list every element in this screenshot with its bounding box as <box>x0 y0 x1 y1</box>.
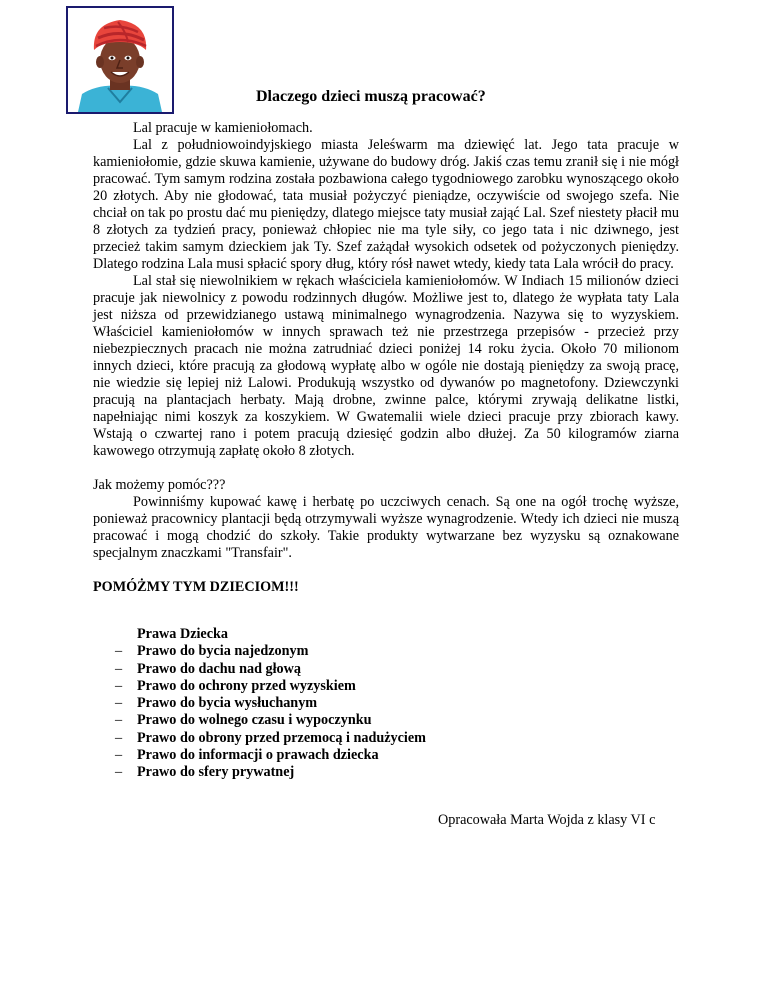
intro-line: Lal pracuje w kamieniołomach. <box>133 120 313 136</box>
right-label: Prawo do wolnego czasu i wypoczynku <box>137 712 372 729</box>
article-body <box>93 120 679 596</box>
bullet-dash: – <box>115 643 123 660</box>
bullet-dash: – <box>115 747 123 764</box>
child-rights-list <box>93 626 679 782</box>
bullet-dash: – <box>115 660 123 677</box>
right-label: Prawo do ochrony przed wyzyskiem <box>137 677 356 694</box>
rights-heading: Prawa Dziecka <box>137 626 229 642</box>
paragraph-fair-trade: Powinniśmy kupować kawę i herbatę po uczciwych cenach. Są one na ogół trochę wyższe, ponieważ pracownicy plantacji będą otrzymywali wyższe wynagrodzenie. Wtedy ich dzieci nie muszą pracować i mogą chodzić do szkoły. Takie produkty wytwarzane bez wyzysku są oznakowane specjalnym znaczkami "Transfair". <box>93 494 679 561</box>
bullet-dash: – <box>115 712 123 729</box>
page-title: Dlaczego dzieci muszą pracować? <box>256 88 486 105</box>
spacer <box>93 460 679 477</box>
bullet-dash: – <box>115 695 123 712</box>
boy-with-turban-illustration <box>66 6 174 114</box>
list-item <box>93 695 679 712</box>
right-label: Prawo do bycia wysłuchanym <box>137 695 318 712</box>
help-question: Jak możemy pomóc??? <box>93 477 226 493</box>
list-item <box>93 747 679 764</box>
right-label: Prawo do dachu nad głową <box>137 660 301 677</box>
rights-items <box>93 643 679 781</box>
right-label: Prawo do bycia najedzonym <box>137 643 309 660</box>
list-item <box>93 661 679 678</box>
author-signature: Opracowała Marta Wojda z klasy VI c <box>438 812 656 828</box>
list-item <box>93 730 679 747</box>
paragraph-child-labor: Lal stał się niewolnikiem w rękach właściciela kamieniołomów. W Indiach 15 milionów dzieci pracuje jak niewolnicy z powodu rodzinnych długów. Możliwe jest to, dlatego że wypłata taty Lala jest niższa od przewidzianego ustawą minimalnego wynagrodzenia. Nazywa się to wyzyskiem. Właściciel kamieniołomów w innych sprawach też nie przestrzega przepisów - przecież przy niebezpiecznych pracach nie można zatrudniać dzieci poniżej 14 roku życia. Około 70 milionom innych dzieci, które pracują za głodową wypłatę albo w ogóle nie dostają pieniędzy za swoją pracę, nie wiedzie się lepiej niż Lalowi. Produkują wszystko od dywanów po magnetofony. Dziewczynki pracują na plantacjach herbaty. Mają drobne, zwinne palce, którymi zrywają delikatne listki, napełniając nimi koszyk za koszykiem. W Gwatemalii wiele dzieci pracuje przy zbiorach kawy. Wstają o czwartej rano i potem pracują dziesięć godzin albo dłużej. Za 50 kilogramów ziarna kawowego otrzymują zapłatę około 8 złotych. <box>93 273 679 459</box>
paragraph-lal-story: Lal z południowoindyjskiego miasta Jeleśwarm ma dziewięć lat. Jego tata pracuje w kamieniołomie, gdzie skuwa kamienie, używane do budowy dróg. Jakiś czas temu zranił się i nie mógł pracować. Tym samym rodzina została pozbawiona całego tygodniowego zarobku wynoszącego około 20 złotych. Aby nie głodować, tata musiał pożyczyć pieniądze, oczywiście od swojego szefa. Nie chciał on tak po prostu dać mu pieniędzy, dlatego miejsce taty musiał zająć Lal. Szef niestety płacił mu 8 złotych za tydzień pracy, ponieważ chłopiec nie ma tyle siły, co jego tata i nic dziwnego, jest przecież takim samym dzieckiem jak Ty. Szef zażądał wysokich odsetek od pożyczonych pieniędzy. Dlatego rodzina Lala musi spłacić spory dług, który rósł nawet wtedy, kiedy tata Lala wrócił do pracy. <box>93 137 679 272</box>
right-label: Prawo do sfery prywatnej <box>137 764 295 781</box>
bullet-dash: – <box>115 729 123 746</box>
list-item <box>93 712 679 729</box>
boy-portrait-image <box>68 8 172 112</box>
list-item <box>93 643 679 660</box>
list-item <box>93 678 679 695</box>
bullet-dash: – <box>115 764 123 781</box>
right-label: Prawo do obrony przed przemocą i nadużyciem <box>137 729 426 746</box>
right-label: Prawo do informacji o prawach dziecka <box>137 747 379 764</box>
bullet-dash: – <box>115 677 123 694</box>
spacer <box>93 562 679 579</box>
list-item <box>93 764 679 781</box>
call-to-action: POMÓŻMY TYM DZIECIOM!!! <box>93 579 299 595</box>
